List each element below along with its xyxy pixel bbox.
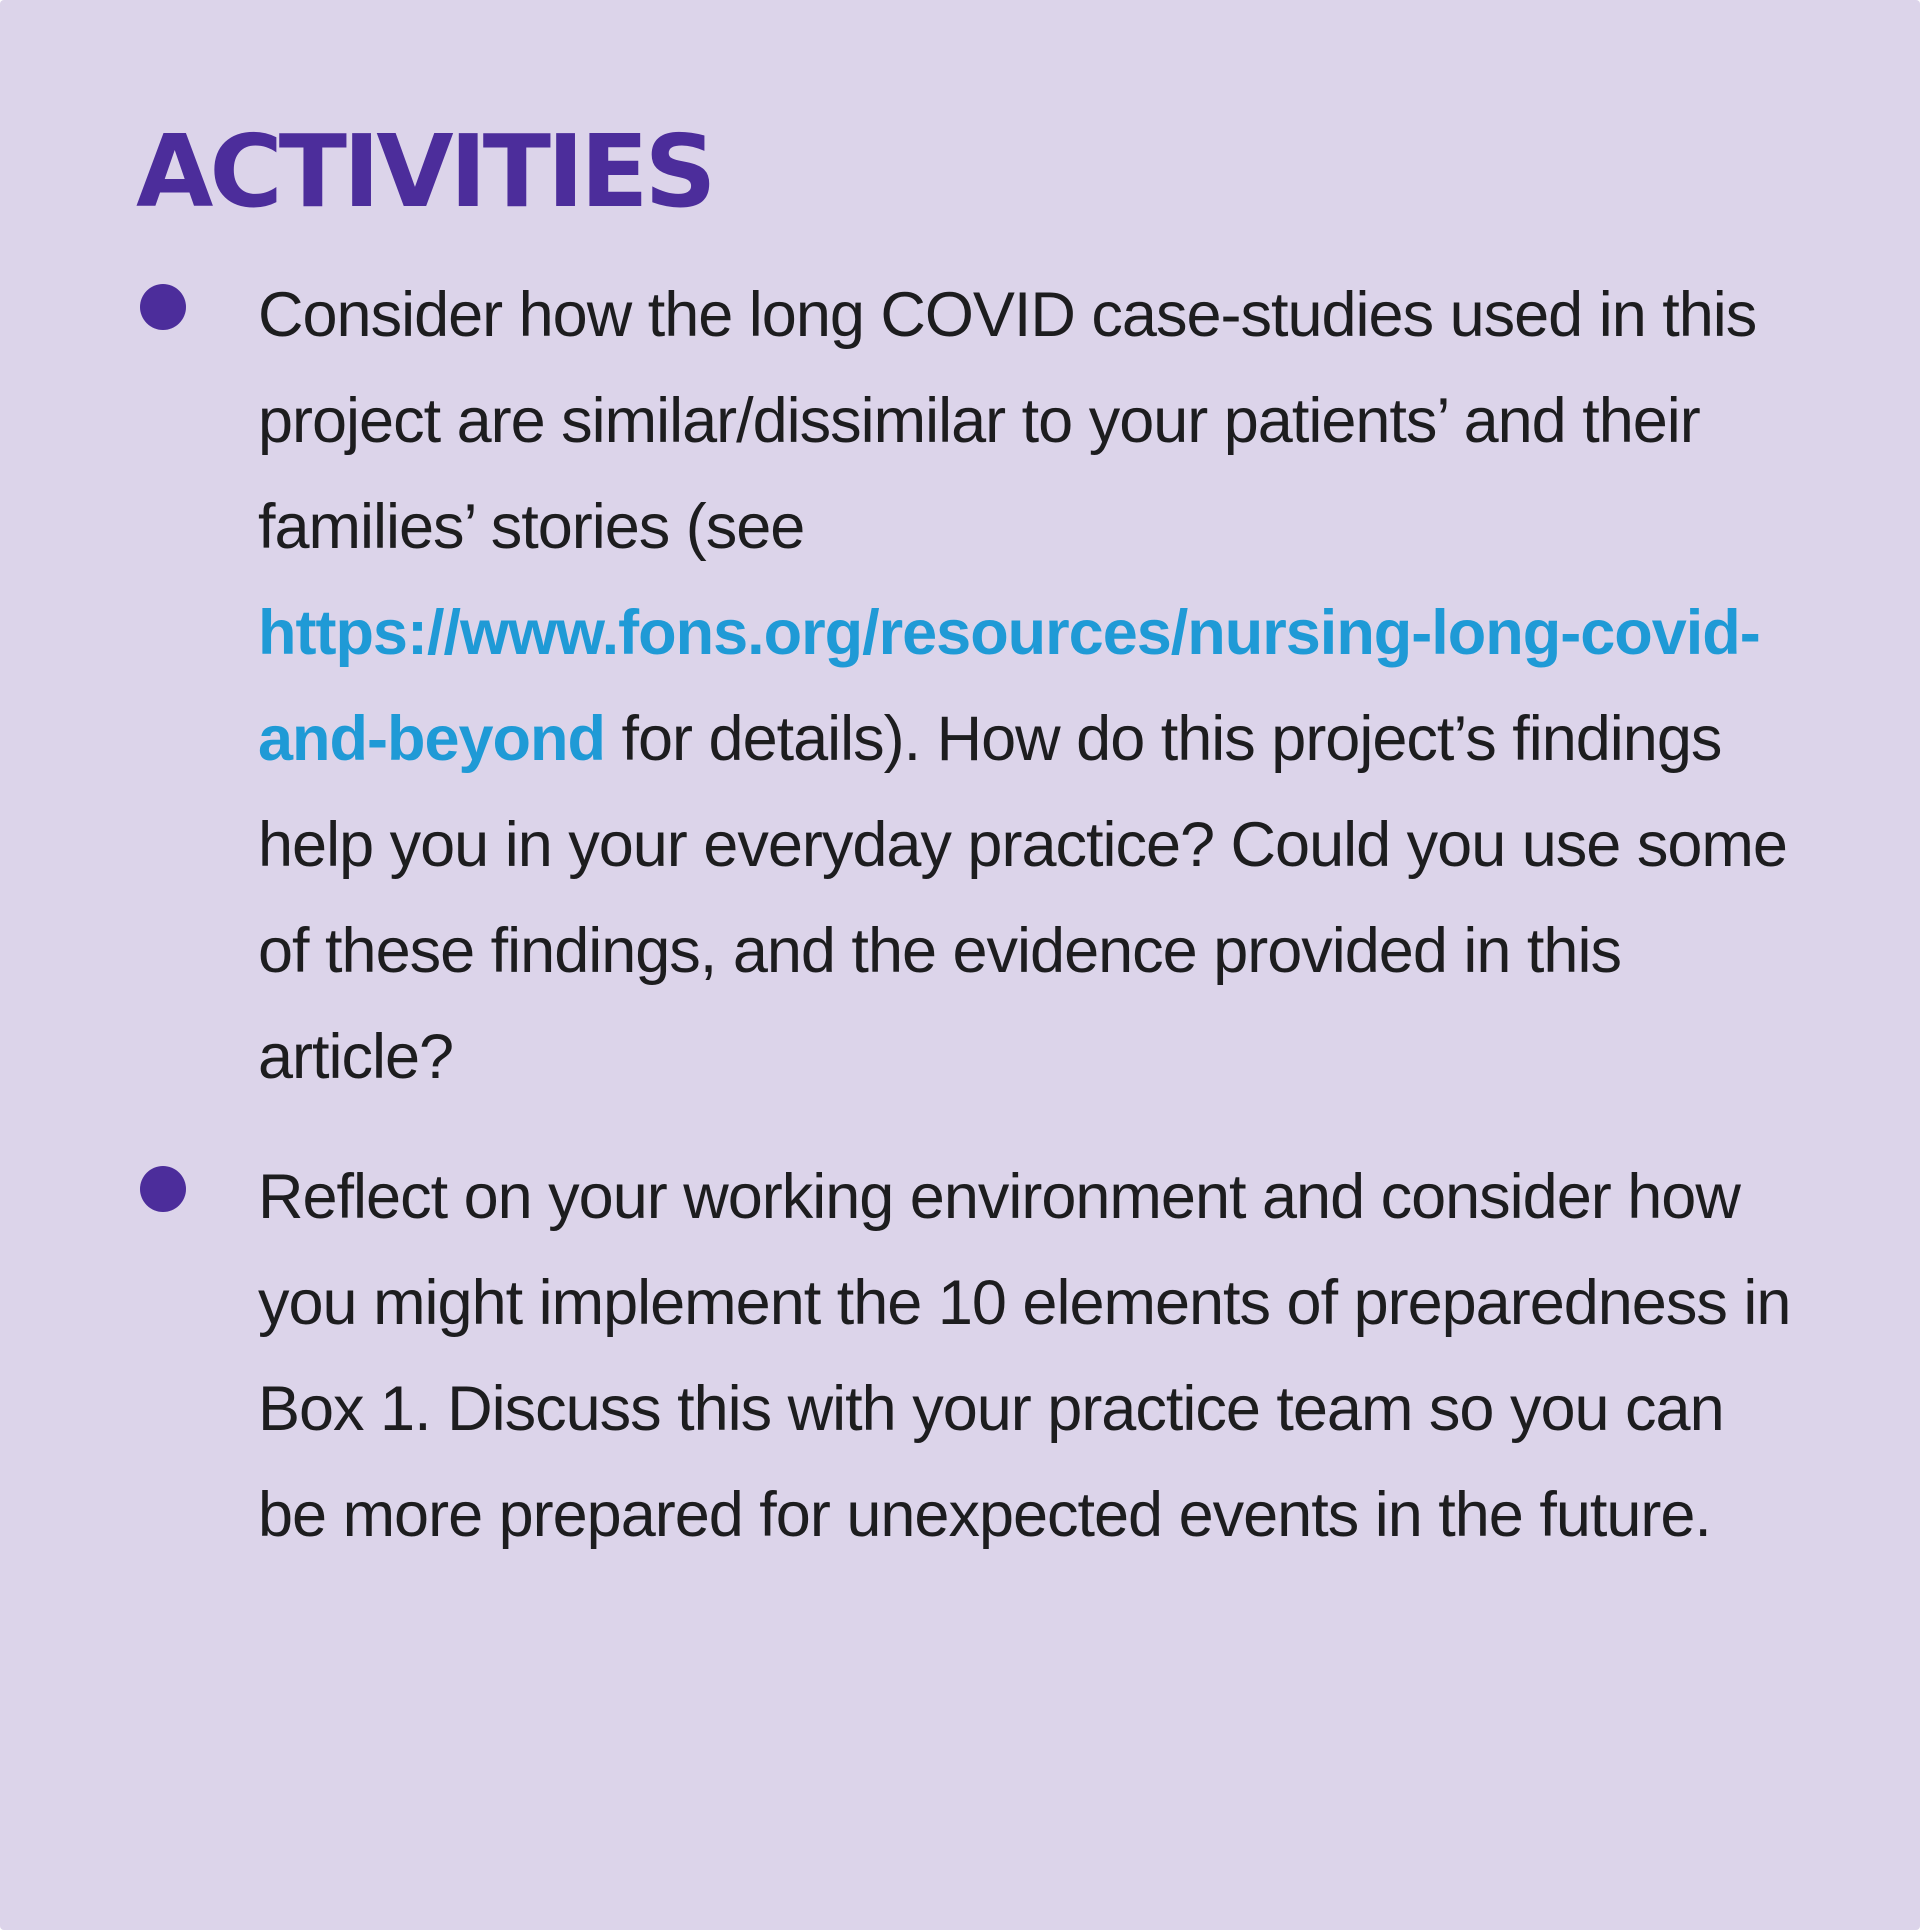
activity-text	[258, 262, 1798, 1110]
activity-text-start: Consider how the long COVID case-studies used in this project are similar/dissimilar to your patients’ and their families’ stories (see	[258, 280, 1757, 562]
fons-resource-link[interactable]: https://www.fons.org/resources/nursing-long-covid-and-beyond	[258, 598, 1760, 774]
activity-text-end: for details). How do this project’s findings help you in your everyday practice? Could you use some of these findings, and the evidence provided in this article?	[258, 704, 1787, 1092]
bullet-icon	[140, 1166, 186, 1212]
activities-heading: ACTIVITIES	[136, 113, 713, 230]
bullet-icon	[140, 284, 186, 330]
activity-text: Reflect on your working environment and consider how you might implement the 10 elements of preparedness in Box 1. Discuss this with your practice team so you can be more prepared for unexpected events in the future.	[258, 1162, 1791, 1550]
